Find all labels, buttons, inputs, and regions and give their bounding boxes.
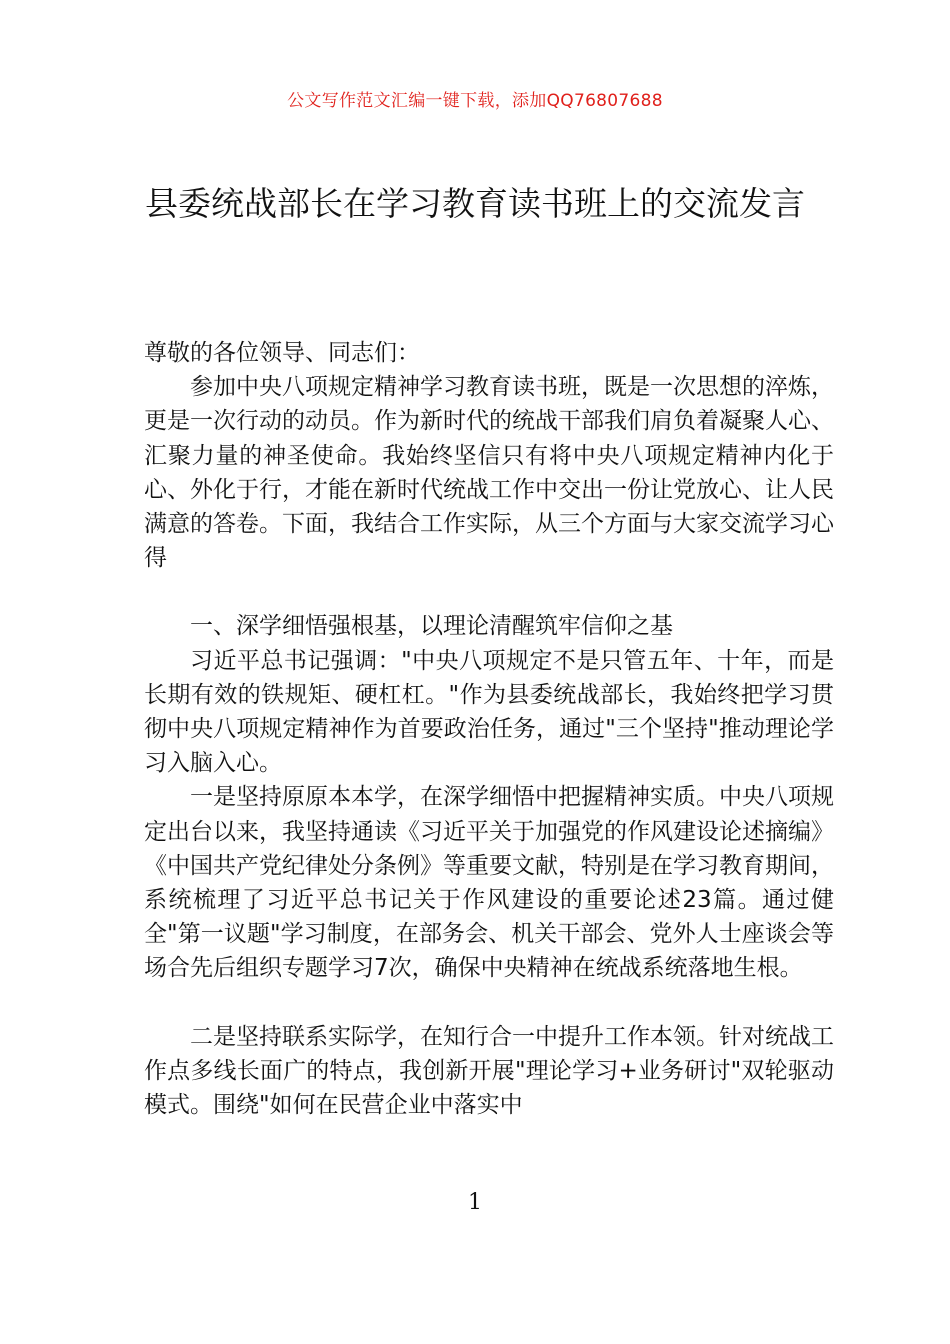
section-heading-1: 一、深学细悟强根基，以理论清醒筑牢信仰之基	[190, 613, 673, 640]
body-paragraph: 二是坚持联系实际学，在知行合一中提升工作本领。针对统战工作点多线长面广的特点，我创新开展"理论学习+业务研讨"双轮驱动模式。围绕"如何在民营企业中落实中	[144, 1023, 834, 1119]
download-notice: 公文写作范文汇编一键下载，添加QQ76807688	[287, 91, 663, 111]
salutation: 尊敬的各位领导、同志们：	[144, 340, 420, 366]
document-body	[144, 336, 834, 1122]
body-paragraph: 习近平总书记强调："中央八项规定不是只管五年、十年，而是长期有效的铁规矩、硬杠杠。"作为县委统战部长，我始终把学习贯彻中央八项规定精神作为首要政治任务，通过"三个坚持"推动理论学习入脑入心。	[144, 647, 834, 777]
page-number: 1	[468, 1190, 482, 1215]
intro-paragraph: 参加中央八项规定精神学习教育读书班，既是一次思想的淬炼，更是一次行动的动员。作为新时代的统战干部我们肩负着凝聚人心、汇聚力量的神圣使命。我始终坚信只有将中央八项规定精神内化于心、外化于行，才能在新时代统战工作中交出一份让党放心、让人民满意的答卷。下面，我结合工作实际，从三个方面与大家交流学习心得	[144, 374, 834, 572]
body-paragraph: 一是坚持原原本本学，在深学细悟中把握精神实质。中央八项规定出台以来，我坚持通读《习近平关于加强党的作风建设论述摘编》《中国共产党纪律处分条例》等重要文献，特别是在学习教育期间，系统梳理了习近平总书记关于作风建设的重要论述23篇。通过健全"第一议题"学习制度，在部务会、机关干部会、党外人士座谈会等场合先后组织专题学习7次，确保中央精神在统战系统落地生根。	[144, 784, 834, 982]
document-title: 县委统战部长在学习教育读书班上的交流发言	[145, 184, 805, 223]
